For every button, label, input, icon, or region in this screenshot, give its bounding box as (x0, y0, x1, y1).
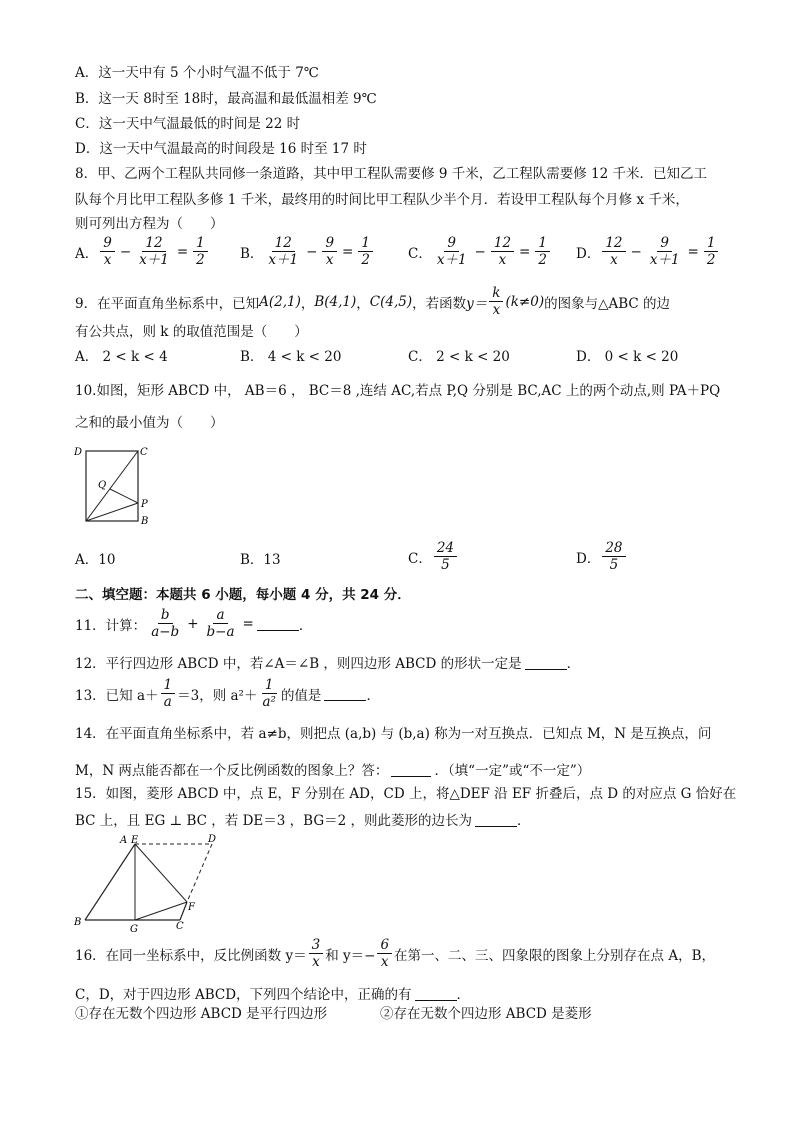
fraction: $\frac{1}{\text{a²}}$ (262, 677, 276, 711)
q9-option-a: A． 2 < k < 4 (75, 349, 168, 365)
q10-option-b: B．13 (240, 552, 281, 568)
fold-line-ef (135, 844, 187, 902)
fraction: $\frac{1}{2}$ (358, 236, 373, 267)
fraction: $\frac{12}{x+1}$ (139, 235, 169, 269)
label-c: C (176, 921, 184, 932)
fraction: $\frac{9}{x+1}$ (649, 235, 680, 269)
label-d: D (74, 447, 83, 458)
q14-text-line1: 14．在平面直角坐标系中，若 a≠b，则把点 (a,b) 与 (b,a) 称为一对互换点．已知点 M，N 是互换点，问 (75, 726, 712, 742)
fraction: $\frac{1}{2}$ (704, 236, 719, 267)
q8-option-d: D． $\frac{12}{x}$ − $\frac{9}{x+1}$ = $\frac{1}{2}$ (576, 236, 720, 267)
fraction: $\frac{28}{5}$ (602, 541, 625, 572)
label-f: F (188, 902, 195, 913)
fraction: $\frac{9}{x}$ (100, 236, 115, 267)
q9-text-line2: 有公共点，则 k 的取值范围是（ ） (75, 324, 308, 340)
label-q: Q (98, 480, 107, 491)
fraction: $\frac{12}{x+1}$ (268, 235, 299, 269)
q9-option-c: C． 2 < k < 20 (408, 349, 510, 365)
fraction: $\frac{b}{a-b}$ (151, 607, 180, 641)
q9-text-line1: 9．在平面直角坐标系中，已知 A(2,1) ， B(4,1) ， C(4,5) ，若函数 y＝ $\frac{k}{x}$ (k≠0) 的图象与△ABC 的边 (75, 285, 671, 319)
q11-text: 11．计算： $\frac{b}{a-b}$ + $\frac{a}{b-a}$ = ． (75, 607, 313, 641)
q8-text-line2: 队每个月比甲工程队多修 1 千米，最终用的时间比甲工程队少半个月．若设甲工程队每个月修 x 千米， (75, 192, 689, 208)
q15-text-line1: 15．如图，菱形 ABCD 中，点 E，F 分别在 AD，CD 上，将△DEF 沿 EF 折叠后，点 D 的对应点 G 恰好在 (75, 786, 737, 802)
label-e: E (131, 835, 139, 846)
q9-option-d: D． 0 < k < 20 (576, 349, 679, 365)
q7-option-d: D．这一天中气温最高的时间段是 16 时至 17 时 (75, 141, 367, 157)
label-c: C (140, 447, 148, 458)
q15-rhombus-figure (70, 830, 240, 936)
q15-text-line2: BC 上，且 EG ⊥ BC ，若 DE＝3 ，BG＝2 ，则此菱形的边长为 ． (75, 813, 531, 829)
q8-option-b: B． $\frac{12}{x+1}$ − $\frac{9}{x}$ = $\frac{1}{2}$ (240, 236, 375, 267)
answer-blank[interactable] (391, 762, 431, 777)
q10-option-c: C． $\frac{24}{5}$ (408, 541, 459, 572)
answer-blank[interactable] (324, 686, 366, 701)
fraction: $\frac{1}{2}$ (193, 236, 208, 267)
fraction: $\frac{9}{x+1}$ (436, 235, 467, 269)
q10-text-line2: 之和的最小值为（ ） (75, 415, 224, 431)
label-a: A (120, 835, 128, 846)
q10-option-d: D． $\frac{28}{5}$ (576, 541, 628, 572)
q8-option-a: A． $\frac{9}{x}$ − $\frac{12}{x+1}$ = $\frac{1}{2}$ (75, 236, 210, 267)
label-p: P (141, 499, 148, 510)
segment-gf (135, 902, 187, 920)
q14-text-line2: M，N 两点能否都在一个反比例函数的图象上？答： ．（填“一定”或“不一定”） (75, 763, 591, 779)
label-d: D (208, 834, 217, 845)
fraction: $\frac{24}{5}$ (434, 541, 457, 572)
q8-text-line1: 8．甲、乙两个工程队共同修一条道路，其中甲工程队需要修 9 千米，乙工程队需要修 12 千米．已知乙工 (75, 166, 708, 182)
q16-conclusion-2: ②存在无数个四边形 ABCD 是菱形 (380, 1006, 592, 1022)
side-ab (85, 844, 135, 920)
label-b: B (141, 516, 149, 527)
fraction: $\frac{12}{x}$ (491, 236, 514, 267)
fraction: $\frac{a}{b-a}$ (206, 607, 235, 641)
q9-option-b: B． 4 < k < 20 (240, 349, 342, 365)
fraction: $\frac{3}{x}$ (309, 938, 324, 969)
answer-blank[interactable] (475, 812, 517, 827)
fraction: $\frac{k}{x}$ (489, 286, 503, 317)
q10-option-a: A．10 (75, 552, 116, 568)
fraction: $\frac{1}{2}$ (535, 236, 550, 267)
answer-blank[interactable] (415, 986, 457, 1001)
fraction: $\frac{12}{x}$ (602, 236, 625, 267)
q16-text-line2: C，D，对于四边形 ABCD，下列四个结论中，正确的有 ． (75, 987, 471, 1003)
diagonal-ac (86, 451, 138, 521)
label-b: B (74, 917, 82, 928)
fraction: $\frac{9}{x}$ (322, 236, 337, 267)
q16-conclusion-1: ①存在无数个四边形 ABCD 是平行四边形 (75, 1006, 328, 1022)
answer-blank[interactable] (257, 616, 299, 631)
q16-text-line1: 16．在同一坐标系中，反比例函数 y＝ $\frac{3}{x}$ 和 y＝− $\frac{6}{x}$ 在第一、二、三、四象限的图象上分别存在点 A，B， (75, 937, 715, 971)
segment-fc (180, 902, 187, 920)
q10-rectangle-figure (70, 440, 160, 530)
q7-option-a: A．这一天中有 5 个小时气温不低于 7℃ (75, 65, 319, 81)
segment-df (187, 844, 212, 902)
label-g: G (130, 924, 138, 935)
q12-text: 12．平行四边形 ABCD 中，若∠A＝∠B ，则四边形 ABCD 的形状一定是 ． (75, 656, 581, 672)
segment-ap (86, 503, 138, 521)
fraction: $\frac{6}{x}$ (377, 938, 392, 969)
fraction: $\frac{1}{a}$ (161, 678, 176, 709)
segment-qp (110, 489, 138, 503)
section-heading-fill-in: 二、填空题：本题共 6 小题，每小题 4 分，共 24 分． (75, 587, 411, 603)
q8-text-line3: 则可列出方程为（ ） (75, 216, 224, 232)
q8-option-c: C． $\frac{9}{x+1}$ − $\frac{12}{x}$ = $\frac{1}{2}$ (408, 236, 552, 267)
q10-text-line1: 10.如图，矩形 ABCD 中， AB＝6 ， BC＝8 ,连结 AC,若点 P,Q 分别是 BC,AC 上的两个动点,则 PA＋PQ (75, 383, 721, 399)
q7-option-c: C．这一天中气温最低的时间是 22 时 (75, 116, 301, 132)
q13-text: 13．已知 a＋ $\frac{1}{a}$ ＝3，则 a²＋ $\frac{1}{\text{a²}}$ 的值是 ． (75, 677, 380, 711)
q7-option-b: B．这一天 8时至 18时，最高温和最低温相差 9℃ (75, 91, 377, 107)
answer-blank[interactable] (525, 655, 567, 670)
